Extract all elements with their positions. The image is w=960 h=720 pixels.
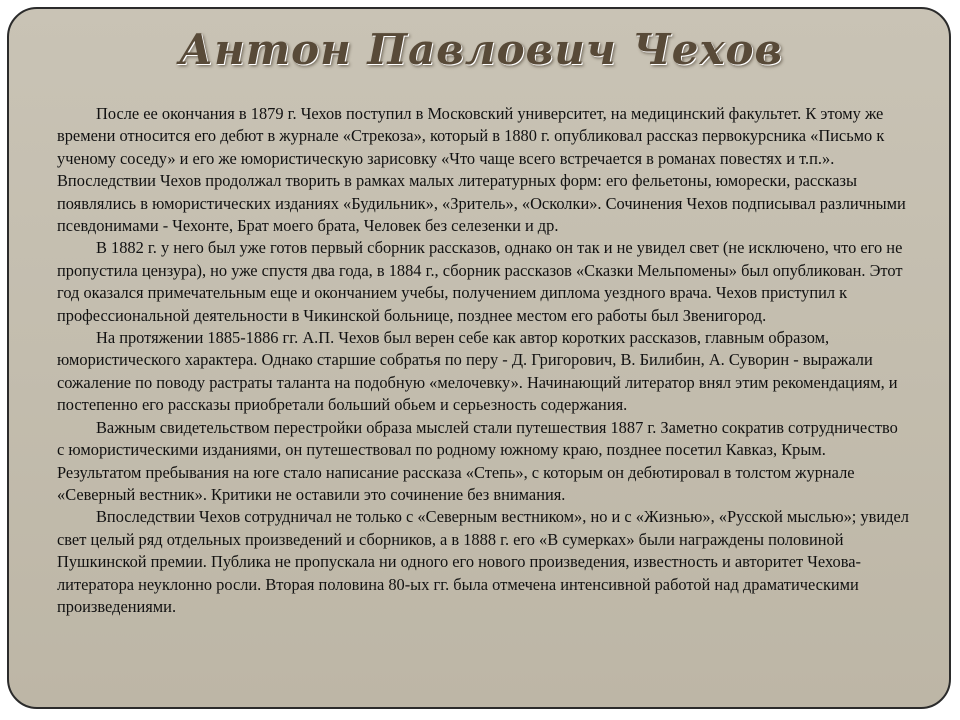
paragraph-5: Впоследствии Чехов сотрудничал не только с «Северным вестником», но и с «Жизнью», «Русской мыслью»; увидел свет целый ряд отдельных произведений и сборников, а в 1888 г. его «В сумерках» были награждены половиной Пушкинской премии. Публика не пропускала ни одного его нового произведения, известность и авторитет Чехова-литератора неуклонно росли. Вторая половина 80-ых гг. была отмечена интенсивной работой над драматическими произведениями. [57, 507, 909, 616]
paragraph-1: После ее окончания в 1879 г. Чехов поступил в Московский университет, на медицинский факультет. К этому же времени относится его дебют в журнале «Стрекоза», который в 1880 г. опубликовал рассказ первокурсника «Письмо к ученому соседу» и его же юмористическую зарисовку «Что чаще всего встречается в романах повестях и т.п.». Впоследствии Чехов продолжал творить в рамках малых литературных форм: его фельетоны, юморески, рассказы появлялись в юмористических изданиях «Будильник», «Зритель», «Осколки». Сочинения Чехов подписывал различными псевдонимами - Чехонте, Брат моего брата, Человек без селезенки и др. [57, 104, 906, 236]
paragraph-2: В 1882 г. у него был уже готов первый сборник рассказов, однако он так и не увидел свет (не исключено, что его не пропустила цензура), но уже спустя два года, в 1884 г., сборник рассказов «Сказки Мельпомены» был опубликован. Этот год оказался примечательным еще и окончанием учебы, получением диплома уездного врача. Чехов приступил к профессиональной деятельности в Чикинской больнице, позднее местом его работы был Звенигород. [57, 238, 903, 325]
slide-body [57, 103, 909, 618]
slide-title: Антон Павлович Чехов [178, 25, 784, 74]
paragraph-4: Важным свидетельством перестройки образа мыслей стали путешествия 1887 г. Заметно сократив сотрудничество с юмористическими изданиями, он путешествовал по родному южному краю, позднее посетил Кавказ, Крым. Результатом пребывания на юге стало написание рассказа «Степь», с которым он дебютировал в толстом журнале «Северный вестник». Критики не оставили это сочинение без внимания. [57, 417, 898, 504]
paragraph-3: На протяжении 1885-1886 гг. А.П. Чехов был верен себе как автор коротких рассказов, главным образом, юмористического характера. Однако старшие собратья по перу - Д. Григорович, В. Билибин, А. Суворин - выражали сожаление по поводу растраты таланта на подобную «мелочевку». Начинающий литератор внял этим рекомендациям, и постепенно его рассказы приобретали больший обьем и серьезность содержания. [57, 328, 898, 415]
slide-frame [7, 7, 951, 709]
